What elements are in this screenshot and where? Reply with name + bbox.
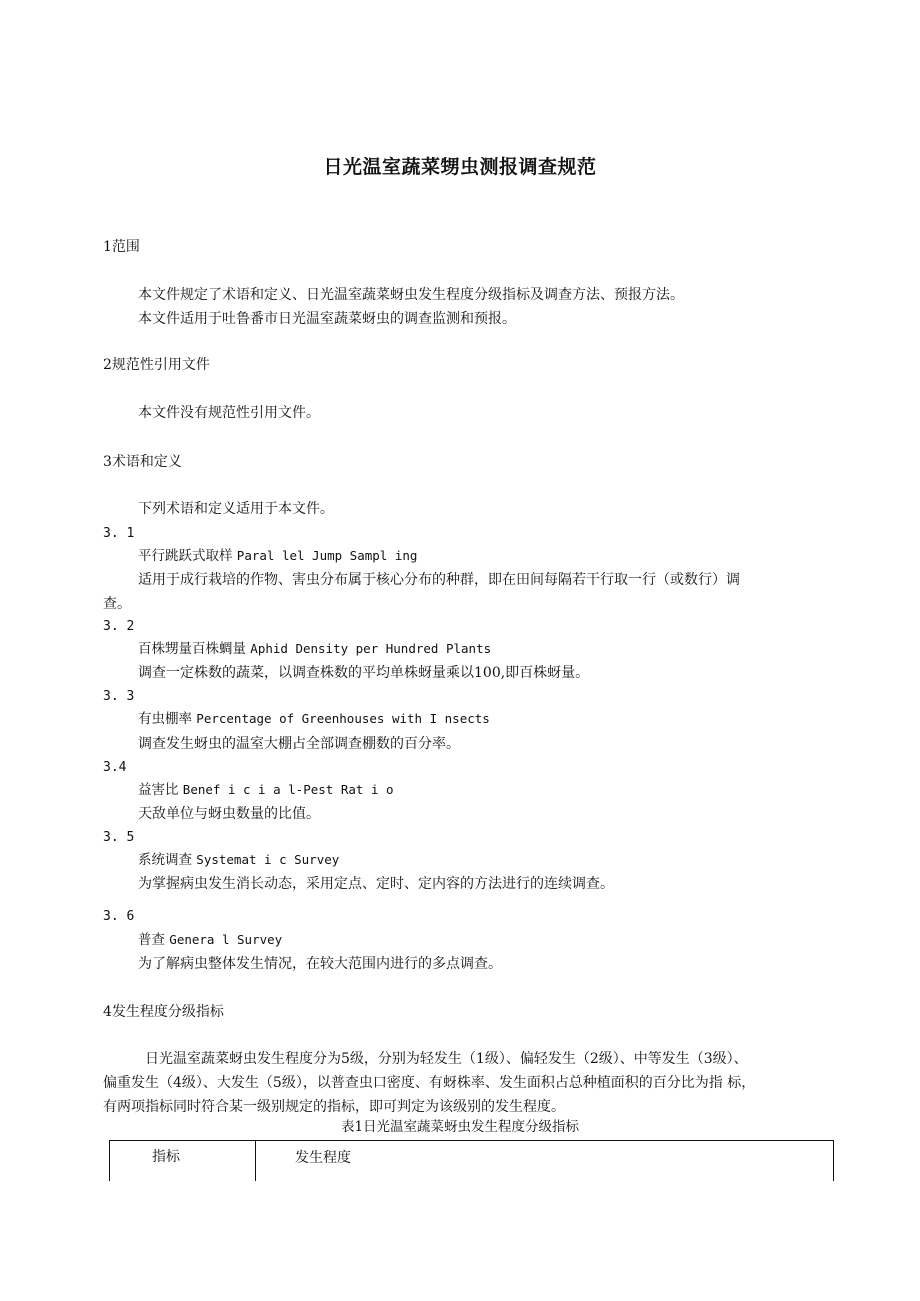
table-header-severity: 发生程度: [295, 1150, 351, 1166]
term-definition: 调查发生蚜虫的温室大棚占全部调查棚数的百分率。: [138, 736, 460, 752]
term-title: [138, 713, 490, 727]
term-definition: 为了解病虫整体发生情况，在较大范围内进行的多点调查。: [138, 956, 502, 972]
term-definition: 为掌握病虫发生消长动态，采用定点、定时、定内容的方法进行的连续调查。: [138, 876, 614, 892]
section-1-line-2: 本文件适用于吐鲁番市日光温室蔬菜蚜虫的调查监测和预报。: [138, 311, 516, 327]
term-title: [138, 934, 282, 948]
term-definition: 调查一定株数的蔬菜，以调查株数的平均单株蚜量乘以100,即百株蚜量。: [138, 665, 590, 681]
term-en: Benef i c i a l-Pest Rat i o: [182, 782, 394, 797]
section-4-line-3: 有两项指标同时符合某一级别规定的指标，即可判定为该级别的发生程度。: [103, 1099, 565, 1115]
table-header-indicator: 指标: [152, 1149, 180, 1165]
section-4-heading: 4发生程度分级指标: [103, 1004, 224, 1020]
document-title: 日光温室蔬菜甥虫测报调查规范: [323, 156, 597, 178]
term-cn: 益害比: [138, 782, 179, 798]
term-number: 3. 2: [103, 619, 135, 634]
grading-table: [109, 1140, 834, 1181]
section-2-heading: 2规范性引用文件: [103, 357, 210, 373]
term-definition: 适用于成行栽培的作物、害虫分布属于核心分布的种群，即在田间每隔若干行取一行（或数行）调: [138, 572, 740, 588]
term-title: [138, 854, 339, 868]
term-definition: 天敌单位与蚜虫数量的比值。: [138, 806, 320, 822]
section-4-line-2: 偏重发生（4级）、大发生（5级），以普查虫口密度、有蚜株率、发生面积占总种植面积的百分比为指 标，: [103, 1075, 756, 1091]
section-4-line-1: 日光温室蔬菜蚜虫发生程度分为5级，分别为轻发生（1级）、偏轻发生（2级）、中等发生（3级）、: [145, 1051, 748, 1067]
term-cn: 系统调查: [138, 852, 192, 868]
term-number: 3. 5: [103, 830, 135, 845]
section-1-line-1: 本文件规定了术语和定义、日光温室蔬菜蚜虫发生程度分级指标及调查方法、预报方法。: [138, 287, 684, 303]
section-1-heading: 1范围: [103, 239, 140, 255]
term-number: 3. 1: [103, 526, 135, 541]
section-3-heading: 3术语和定义: [103, 454, 182, 470]
section-2-line-1: 本文件没有规范性引用文件。: [138, 405, 320, 421]
term-title: [138, 784, 394, 798]
term-en: Systemat i c Survey: [196, 852, 340, 867]
term-cn: 平行跳跃式取样: [138, 548, 233, 564]
term-definition-continued: 查。: [103, 596, 131, 612]
term-cn: 有虫棚率: [138, 711, 192, 727]
term-en: Aphid Density per Hundred Plants: [250, 641, 492, 656]
term-number: 3.4: [103, 760, 127, 775]
term-en: Paral lel Jump Sampl ing: [236, 548, 418, 563]
term-cn: 普查: [138, 932, 165, 948]
table-column-divider: [255, 1141, 256, 1181]
term-title: [138, 550, 417, 564]
table-caption: 表1日光温室蔬菜蚜虫发生程度分级指标: [340, 1119, 580, 1135]
term-cn: 百株甥量百株蜩量: [138, 641, 246, 657]
term-number: 3. 3: [103, 689, 135, 704]
section-3-intro: 下列术语和定义适用于本文件。: [138, 501, 334, 517]
term-title: [138, 643, 491, 657]
term-en: Percentage of Greenhouses with I nsects: [196, 711, 490, 726]
term-en: Genera l Survey: [169, 932, 283, 947]
term-number: 3. 6: [103, 909, 135, 924]
